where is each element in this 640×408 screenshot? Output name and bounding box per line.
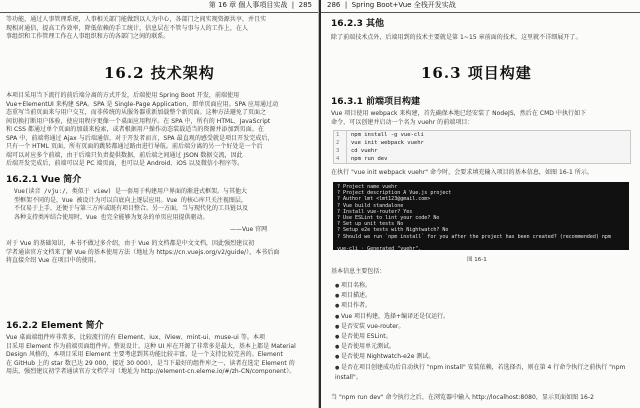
code-line: 2 vue init webpack vuehr <box>336 140 424 146</box>
header-title: Spring Boot+Vue 全栈开发实战 <box>351 1 456 9</box>
header-chapter: 第 16 章 <box>208 1 237 9</box>
terminal-screenshot: ? Project name vuehr ? Project description A Vue.js project ? Author lmt <lmt123@gmail.com> ? Vue build standalone ? Install vue-router? Yes ? Use ESLint to lint your code? No ? Set up unit tests No ? Setup e2e tests with Nightwatch? No ? Should we run `npm install` for you after the project has been created? (recommended) npm vue-cli · Generated "vuehr". <box>333 182 629 250</box>
right-page-header: 286 | Spring Boot+Vue 全栈开发实战 <box>321 0 640 13</box>
element-paragraph: Vue 桌面端组件库非常多，比较流行的有 Element、iux、iView、mint-ui、muse-ui 等。本项 目采用 Element 作为前端页面组件库。整说设计，这种 UI 库在开源了非常多是最大，基本上都是 Material Design 风格的，本项目采用 Element 主要考虑到其功能比较丰富，是一个支持比较完善的。Element 在 GitHub 上的 star 数已达 29 000，接近 30 000），是当下最好的组件库之一，读者在选定 Element 的 用法，强烈建议初学者通读官方文档学习（地址为 http://element-cn.eleme.io/#/zh-CN/component）。 <box>6 334 296 375</box>
list-item: ● 是否使用 Nightwatch-e2e 测试。 <box>335 352 631 362</box>
feature-list <box>335 281 631 382</box>
other-heading: 16.2.3 其他 <box>331 19 385 29</box>
intro-paragraph: 等功能，通过人事管理系统，人事相关部门能做到以人为中心，各部门之间实现资源共享，并且实 现相对通信，提高工作效率，降低依赖的手工统计，信息层在不管与事与人的工作上，在人 事组织和工作管理工作在人事组织和方的各部门之间的联系。 <box>6 16 267 40</box>
closing-line: 当 "npm run dev" 命令执行之后，在浏览器中输入 http://localhost:8080，显示页面如图 16-2 <box>331 394 594 401</box>
code-line: 3 cd vuehr <box>336 148 378 154</box>
other-paragraph: 除了前端技术点外，后端用到的技术主要就是第 1~15 章前面的技术，这里就不详细展开了。 <box>331 34 582 41</box>
quote-source: ——Vue 官网 <box>230 226 268 233</box>
code-line: 1 npm install -g vue-cli <box>336 132 424 138</box>
list-item: ● 是否使用 ESLint。 <box>335 332 631 342</box>
list-item: ● 是否安装 vue-router。 <box>335 322 631 332</box>
after-code-paragraph: 在执行 "vue init webpack vuehr" 命令时，会要求填充输入项目的基本信息，如图 16-1 所示。 <box>331 169 593 176</box>
list-item: ● 项目作者。 <box>335 301 631 311</box>
element-intro-heading: 16.2.2 Element 简介 <box>6 321 104 331</box>
section-title: 16.3 项目构建 <box>421 64 532 82</box>
vue-doc-paragraph: 对于 Vue 的基础知识，本书不做过多介绍，由于 Vue 的文档都是中文文档，因此强烈建议初 学者通读官方文档来了解 Vue 的基本使用方法（地址为 https://cn.vuejs.org/v2/guide/），本书后面 将直接介绍 Vue 在项目中的使用。 <box>6 240 280 264</box>
list-item: ● Vue 项目构建，选择+编译还是仅运行。 <box>335 312 631 322</box>
vue-intro-heading: 16.2.1 Vue 简介 <box>6 175 82 185</box>
frontend-build-heading: 16.3.1 前端项目构建 <box>331 97 421 107</box>
basic-info-label: 基本信息主要包括： <box>331 268 386 275</box>
list-item: ● 是否使用单元测试。 <box>335 342 631 352</box>
figure-caption: 图 16-1 <box>467 257 487 263</box>
section-title: 16.2 技术架构 <box>104 64 215 82</box>
frontend-paragraph: Vue 项目使用 webpack 来构建，首先确保本地已经安装了 NodeJS，然后在 CMD 中执行如下 命令，可以创建并启动一个名为 vuehr 的前端项目： <box>331 110 587 126</box>
right-page <box>321 0 640 408</box>
architecture-paragraph: 本项目采用当下流行的前后端分离的方式开发，后端使用 Spring Boot 开发，前端使用 Vue+ElementUI 来构建 SPA。SPA 是 Single-Page Application，即单页面应用。SPA 应用通过动 态重写当前页面来与用户交互，而非传统的从服务器重新加载整个新页面。这种方法避免了页面之 间切换打断用户体验，使应用程序更像一个桌面应用程序。在 SPA 中，所有的 HTML、JavaScript 和 CSS 都通过单个页面的加载来检索，或者根据用户操作动态装载适当的资源并添加到页面。在 SPA 中，前端将通过 Ajax 与后端通信，对于开发者而言，SPA 最直观的感受就是项目开发完成后， 只有一个 HTML 页面，所有页面的跳转都通过路由进行导航。前后端分离的另一个好处是一个后 端可以对应多个前端，由于后端只负责提供数据，前后端之间通过 JSON 数据交流，因此 后端开发完成后，前端可以是 PC 端页面，也可以是 Android、iOS 以及微信小程序等。 <box>6 92 279 167</box>
left-page <box>0 0 319 408</box>
header-page-number: 285 <box>298 1 312 9</box>
code-line: 4 npm run dev <box>336 156 388 162</box>
list-item: ● 是否在项目创建成功后自动执行 "npm install" 安装依赖，若选择否，则在第 4 行命令执行之前执行 "npm install"。 <box>335 363 631 382</box>
code-block <box>333 130 631 164</box>
left-page-header: 第 16 章 個人事項目实战 | 285 <box>0 0 318 13</box>
vue-quote: Vue(读音 /vjuː/，类似于 view) 是一套用于构建用户界面的渐进式框架。与其他大 型框架不同的是，Vue 被设计为可以自底向上逐层应用。Vue 的核心库只关注视图层， 不仅易于上手，还便于与第三方库或既有项目整合。另一方面，当与现代化的工具链以及 各种支持类库结合使用时，Vue 也完全能够为复杂的单页应用提供驱动。 <box>14 188 249 221</box>
list-item: ● 项目描述。 <box>335 291 631 301</box>
header-page-number: 286 <box>327 1 341 9</box>
header-title: 個人事項目实战 <box>238 1 288 9</box>
list-item: ● 项目名称。 <box>335 281 631 291</box>
